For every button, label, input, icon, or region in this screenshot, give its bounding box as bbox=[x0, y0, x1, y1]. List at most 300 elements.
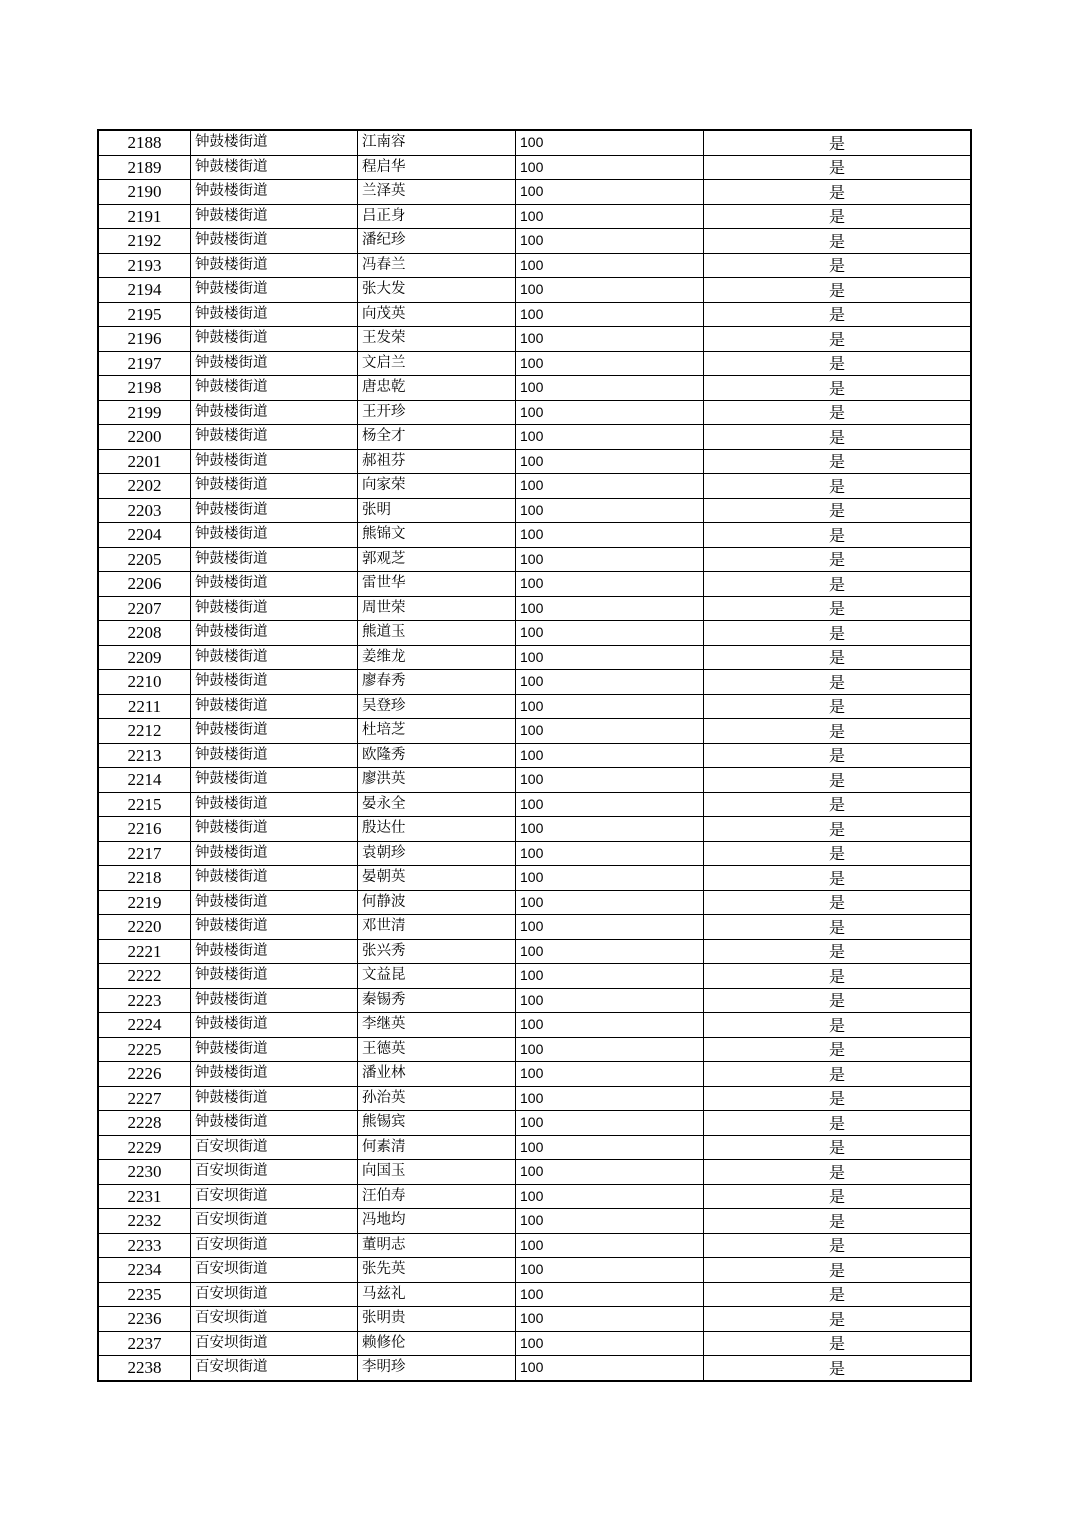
name-cell: 文益昆 bbox=[358, 964, 516, 989]
name-cell: 王德英 bbox=[358, 1037, 516, 1062]
table-row bbox=[98, 1037, 971, 1062]
table-row bbox=[98, 1062, 971, 1087]
flag-cell: 是 bbox=[704, 1282, 972, 1307]
name-cell: 廖洪英 bbox=[358, 768, 516, 793]
row-number-cell: 2191 bbox=[98, 204, 191, 229]
street-cell: 钟鼓楼街道 bbox=[191, 498, 358, 523]
amount-cell: 100 bbox=[516, 1258, 704, 1283]
flag-cell: 是 bbox=[704, 1135, 972, 1160]
street-cell: 钟鼓楼街道 bbox=[191, 474, 358, 499]
table-row bbox=[98, 572, 971, 597]
amount-cell: 100 bbox=[516, 253, 704, 278]
row-number-cell: 2201 bbox=[98, 449, 191, 474]
street-cell: 钟鼓楼街道 bbox=[191, 817, 358, 842]
table-row bbox=[98, 155, 971, 180]
table-row bbox=[98, 1258, 971, 1283]
name-cell: 吴登珍 bbox=[358, 694, 516, 719]
flag-cell: 是 bbox=[704, 1111, 972, 1136]
table-row bbox=[98, 302, 971, 327]
amount-cell: 100 bbox=[516, 1086, 704, 1111]
flag-cell: 是 bbox=[704, 1258, 972, 1283]
name-cell: 殷达仕 bbox=[358, 817, 516, 842]
row-number-cell: 2198 bbox=[98, 376, 191, 401]
street-cell: 钟鼓楼街道 bbox=[191, 1062, 358, 1087]
flag-cell: 是 bbox=[704, 204, 972, 229]
table-row bbox=[98, 253, 971, 278]
flag-cell: 是 bbox=[704, 425, 972, 450]
name-cell: 晏朝英 bbox=[358, 866, 516, 891]
row-number-cell: 2209 bbox=[98, 645, 191, 670]
flag-cell: 是 bbox=[704, 498, 972, 523]
flag-cell: 是 bbox=[704, 1356, 972, 1381]
row-number-cell: 2199 bbox=[98, 400, 191, 425]
row-number-cell: 2237 bbox=[98, 1331, 191, 1356]
table-row bbox=[98, 915, 971, 940]
table-row bbox=[98, 866, 971, 891]
amount-cell: 100 bbox=[516, 1135, 704, 1160]
street-cell: 钟鼓楼街道 bbox=[191, 890, 358, 915]
amount-cell: 100 bbox=[516, 327, 704, 352]
amount-cell: 100 bbox=[516, 376, 704, 401]
flag-cell: 是 bbox=[704, 939, 972, 964]
table-row bbox=[98, 278, 971, 303]
table-row bbox=[98, 1086, 971, 1111]
amount-cell: 100 bbox=[516, 1160, 704, 1185]
name-cell: 张大发 bbox=[358, 278, 516, 303]
name-cell: 张兴秀 bbox=[358, 939, 516, 964]
street-cell: 百安坝街道 bbox=[191, 1233, 358, 1258]
flag-cell: 是 bbox=[704, 621, 972, 646]
street-cell: 钟鼓楼街道 bbox=[191, 768, 358, 793]
name-cell: 杨全才 bbox=[358, 425, 516, 450]
flag-cell: 是 bbox=[704, 792, 972, 817]
street-cell: 钟鼓楼街道 bbox=[191, 155, 358, 180]
row-number-cell: 2202 bbox=[98, 474, 191, 499]
row-number-cell: 2223 bbox=[98, 988, 191, 1013]
name-cell: 郭观芝 bbox=[358, 547, 516, 572]
flag-cell: 是 bbox=[704, 1037, 972, 1062]
street-cell: 钟鼓楼街道 bbox=[191, 866, 358, 891]
table-row bbox=[98, 400, 971, 425]
flag-cell: 是 bbox=[704, 302, 972, 327]
street-cell: 百安坝街道 bbox=[191, 1282, 358, 1307]
amount-cell: 100 bbox=[516, 204, 704, 229]
row-number-cell: 2234 bbox=[98, 1258, 191, 1283]
flag-cell: 是 bbox=[704, 964, 972, 989]
table-row bbox=[98, 1209, 971, 1234]
table-row bbox=[98, 351, 971, 376]
flag-cell: 是 bbox=[704, 376, 972, 401]
name-cell: 熊锦文 bbox=[358, 523, 516, 548]
street-cell: 钟鼓楼街道 bbox=[191, 743, 358, 768]
flag-cell: 是 bbox=[704, 719, 972, 744]
amount-cell: 100 bbox=[516, 400, 704, 425]
table-row bbox=[98, 1331, 971, 1356]
name-cell: 张先英 bbox=[358, 1258, 516, 1283]
name-cell: 程启华 bbox=[358, 155, 516, 180]
amount-cell: 100 bbox=[516, 351, 704, 376]
flag-cell: 是 bbox=[704, 327, 972, 352]
row-number-cell: 2214 bbox=[98, 768, 191, 793]
flag-cell: 是 bbox=[704, 1209, 972, 1234]
street-cell: 钟鼓楼街道 bbox=[191, 964, 358, 989]
name-cell: 何素清 bbox=[358, 1135, 516, 1160]
name-cell: 冯地均 bbox=[358, 1209, 516, 1234]
flag-cell: 是 bbox=[704, 768, 972, 793]
flag-cell: 是 bbox=[704, 1013, 972, 1038]
amount-cell: 100 bbox=[516, 890, 704, 915]
row-number-cell: 2221 bbox=[98, 939, 191, 964]
name-cell: 董明志 bbox=[358, 1233, 516, 1258]
flag-cell: 是 bbox=[704, 547, 972, 572]
street-cell: 钟鼓楼街道 bbox=[191, 792, 358, 817]
table-row bbox=[98, 376, 971, 401]
amount-cell: 100 bbox=[516, 547, 704, 572]
street-cell: 钟鼓楼街道 bbox=[191, 229, 358, 254]
table-row bbox=[98, 890, 971, 915]
amount-cell: 100 bbox=[516, 155, 704, 180]
table-body bbox=[98, 130, 971, 1381]
street-cell: 钟鼓楼街道 bbox=[191, 425, 358, 450]
flag-cell: 是 bbox=[704, 1307, 972, 1332]
row-number-cell: 2220 bbox=[98, 915, 191, 940]
flag-cell: 是 bbox=[704, 841, 972, 866]
street-cell: 钟鼓楼街道 bbox=[191, 915, 358, 940]
amount-cell: 100 bbox=[516, 1037, 704, 1062]
amount-cell: 100 bbox=[516, 719, 704, 744]
flag-cell: 是 bbox=[704, 988, 972, 1013]
name-cell: 张明 bbox=[358, 498, 516, 523]
table-row bbox=[98, 130, 971, 155]
name-cell: 向家荣 bbox=[358, 474, 516, 499]
flag-cell: 是 bbox=[704, 866, 972, 891]
flag-cell: 是 bbox=[704, 253, 972, 278]
table-row bbox=[98, 1184, 971, 1209]
name-cell: 兰泽英 bbox=[358, 180, 516, 205]
flag-cell: 是 bbox=[704, 229, 972, 254]
table-row bbox=[98, 768, 971, 793]
flag-cell: 是 bbox=[704, 670, 972, 695]
row-number-cell: 2222 bbox=[98, 964, 191, 989]
flag-cell: 是 bbox=[704, 351, 972, 376]
street-cell: 钟鼓楼街道 bbox=[191, 1111, 358, 1136]
name-cell: 潘业林 bbox=[358, 1062, 516, 1087]
table-row bbox=[98, 1233, 971, 1258]
name-cell: 唐忠乾 bbox=[358, 376, 516, 401]
row-number-cell: 2204 bbox=[98, 523, 191, 548]
row-number-cell: 2197 bbox=[98, 351, 191, 376]
street-cell: 百安坝街道 bbox=[191, 1184, 358, 1209]
row-number-cell: 2218 bbox=[98, 866, 191, 891]
street-cell: 钟鼓楼街道 bbox=[191, 204, 358, 229]
name-cell: 李继英 bbox=[358, 1013, 516, 1038]
amount-cell: 100 bbox=[516, 1013, 704, 1038]
name-cell: 雷世华 bbox=[358, 572, 516, 597]
name-cell: 杜培芝 bbox=[358, 719, 516, 744]
row-number-cell: 2230 bbox=[98, 1160, 191, 1185]
row-number-cell: 2215 bbox=[98, 792, 191, 817]
row-number-cell: 2233 bbox=[98, 1233, 191, 1258]
row-number-cell: 2225 bbox=[98, 1037, 191, 1062]
flag-cell: 是 bbox=[704, 817, 972, 842]
street-cell: 钟鼓楼街道 bbox=[191, 1086, 358, 1111]
row-number-cell: 2232 bbox=[98, 1209, 191, 1234]
row-number-cell: 2190 bbox=[98, 180, 191, 205]
street-cell: 钟鼓楼街道 bbox=[191, 645, 358, 670]
name-cell: 马兹礼 bbox=[358, 1282, 516, 1307]
row-number-cell: 2231 bbox=[98, 1184, 191, 1209]
flag-cell: 是 bbox=[704, 400, 972, 425]
street-cell: 钟鼓楼街道 bbox=[191, 130, 358, 155]
amount-cell: 100 bbox=[516, 498, 704, 523]
amount-cell: 100 bbox=[516, 841, 704, 866]
row-number-cell: 2224 bbox=[98, 1013, 191, 1038]
amount-cell: 100 bbox=[516, 596, 704, 621]
amount-cell: 100 bbox=[516, 939, 704, 964]
amount-cell: 100 bbox=[516, 449, 704, 474]
name-cell: 王开珍 bbox=[358, 400, 516, 425]
flag-cell: 是 bbox=[704, 1184, 972, 1209]
amount-cell: 100 bbox=[516, 768, 704, 793]
row-number-cell: 2194 bbox=[98, 278, 191, 303]
amount-cell: 100 bbox=[516, 572, 704, 597]
row-number-cell: 2213 bbox=[98, 743, 191, 768]
row-number-cell: 2196 bbox=[98, 327, 191, 352]
flag-cell: 是 bbox=[704, 645, 972, 670]
flag-cell: 是 bbox=[704, 1233, 972, 1258]
amount-cell: 100 bbox=[516, 1233, 704, 1258]
name-cell: 秦锡秀 bbox=[358, 988, 516, 1013]
name-cell: 袁朝珍 bbox=[358, 841, 516, 866]
row-number-cell: 2227 bbox=[98, 1086, 191, 1111]
row-number-cell: 2206 bbox=[98, 572, 191, 597]
street-cell: 钟鼓楼街道 bbox=[191, 1013, 358, 1038]
flag-cell: 是 bbox=[704, 596, 972, 621]
table-row bbox=[98, 1282, 971, 1307]
amount-cell: 100 bbox=[516, 1184, 704, 1209]
table-row bbox=[98, 964, 971, 989]
name-cell: 欧隆秀 bbox=[358, 743, 516, 768]
street-cell: 钟鼓楼街道 bbox=[191, 1037, 358, 1062]
amount-cell: 100 bbox=[516, 645, 704, 670]
street-cell: 钟鼓楼街道 bbox=[191, 621, 358, 646]
street-cell: 钟鼓楼街道 bbox=[191, 351, 358, 376]
table-row bbox=[98, 743, 971, 768]
data-table bbox=[97, 129, 972, 1382]
flag-cell: 是 bbox=[704, 449, 972, 474]
name-cell: 晏永全 bbox=[358, 792, 516, 817]
table-row bbox=[98, 474, 971, 499]
table-row bbox=[98, 694, 971, 719]
street-cell: 钟鼓楼街道 bbox=[191, 988, 358, 1013]
street-cell: 钟鼓楼街道 bbox=[191, 939, 358, 964]
flag-cell: 是 bbox=[704, 1331, 972, 1356]
flag-cell: 是 bbox=[704, 130, 972, 155]
name-cell: 周世荣 bbox=[358, 596, 516, 621]
amount-cell: 100 bbox=[516, 425, 704, 450]
amount-cell: 100 bbox=[516, 792, 704, 817]
name-cell: 吕正身 bbox=[358, 204, 516, 229]
street-cell: 钟鼓楼街道 bbox=[191, 302, 358, 327]
amount-cell: 100 bbox=[516, 621, 704, 646]
amount-cell: 100 bbox=[516, 474, 704, 499]
name-cell: 廖春秀 bbox=[358, 670, 516, 695]
street-cell: 钟鼓楼街道 bbox=[191, 327, 358, 352]
table-row bbox=[98, 719, 971, 744]
street-cell: 百安坝街道 bbox=[191, 1135, 358, 1160]
street-cell: 钟鼓楼街道 bbox=[191, 670, 358, 695]
row-number-cell: 2236 bbox=[98, 1307, 191, 1332]
name-cell: 文启兰 bbox=[358, 351, 516, 376]
street-cell: 钟鼓楼街道 bbox=[191, 719, 358, 744]
street-cell: 百安坝街道 bbox=[191, 1209, 358, 1234]
name-cell: 姜维龙 bbox=[358, 645, 516, 670]
name-cell: 冯春兰 bbox=[358, 253, 516, 278]
street-cell: 钟鼓楼街道 bbox=[191, 547, 358, 572]
row-number-cell: 2219 bbox=[98, 890, 191, 915]
street-cell: 钟鼓楼街道 bbox=[191, 841, 358, 866]
flag-cell: 是 bbox=[704, 180, 972, 205]
name-cell: 张明贵 bbox=[358, 1307, 516, 1332]
row-number-cell: 2228 bbox=[98, 1111, 191, 1136]
street-cell: 百安坝街道 bbox=[191, 1160, 358, 1185]
row-number-cell: 2226 bbox=[98, 1062, 191, 1087]
row-number-cell: 2208 bbox=[98, 621, 191, 646]
amount-cell: 100 bbox=[516, 1062, 704, 1087]
name-cell: 赖修伦 bbox=[358, 1331, 516, 1356]
flag-cell: 是 bbox=[704, 694, 972, 719]
amount-cell: 100 bbox=[516, 278, 704, 303]
row-number-cell: 2212 bbox=[98, 719, 191, 744]
amount-cell: 100 bbox=[516, 180, 704, 205]
flag-cell: 是 bbox=[704, 474, 972, 499]
amount-cell: 100 bbox=[516, 1307, 704, 1332]
table-row bbox=[98, 645, 971, 670]
amount-cell: 100 bbox=[516, 1356, 704, 1381]
row-number-cell: 2216 bbox=[98, 817, 191, 842]
row-number-cell: 2188 bbox=[98, 130, 191, 155]
flag-cell: 是 bbox=[704, 278, 972, 303]
street-cell: 钟鼓楼街道 bbox=[191, 694, 358, 719]
amount-cell: 100 bbox=[516, 817, 704, 842]
street-cell: 百安坝街道 bbox=[191, 1258, 358, 1283]
amount-cell: 100 bbox=[516, 229, 704, 254]
street-cell: 钟鼓楼街道 bbox=[191, 400, 358, 425]
amount-cell: 100 bbox=[516, 964, 704, 989]
table-row bbox=[98, 939, 971, 964]
table-row bbox=[98, 523, 971, 548]
table-row bbox=[98, 229, 971, 254]
amount-cell: 100 bbox=[516, 1209, 704, 1234]
table-row bbox=[98, 204, 971, 229]
row-number-cell: 2195 bbox=[98, 302, 191, 327]
street-cell: 钟鼓楼街道 bbox=[191, 449, 358, 474]
street-cell: 钟鼓楼街道 bbox=[191, 596, 358, 621]
amount-cell: 100 bbox=[516, 130, 704, 155]
table-row bbox=[98, 180, 971, 205]
table-row bbox=[98, 670, 971, 695]
flag-cell: 是 bbox=[704, 155, 972, 180]
row-number-cell: 2217 bbox=[98, 841, 191, 866]
table-row bbox=[98, 792, 971, 817]
name-cell: 邓世清 bbox=[358, 915, 516, 940]
street-cell: 钟鼓楼街道 bbox=[191, 376, 358, 401]
amount-cell: 100 bbox=[516, 988, 704, 1013]
street-cell: 钟鼓楼街道 bbox=[191, 180, 358, 205]
row-number-cell: 2189 bbox=[98, 155, 191, 180]
flag-cell: 是 bbox=[704, 890, 972, 915]
table-row bbox=[98, 1013, 971, 1038]
table-row bbox=[98, 425, 971, 450]
street-cell: 百安坝街道 bbox=[191, 1307, 358, 1332]
row-number-cell: 2229 bbox=[98, 1135, 191, 1160]
street-cell: 百安坝街道 bbox=[191, 1356, 358, 1381]
row-number-cell: 2210 bbox=[98, 670, 191, 695]
amount-cell: 100 bbox=[516, 1282, 704, 1307]
table-row bbox=[98, 449, 971, 474]
amount-cell: 100 bbox=[516, 670, 704, 695]
name-cell: 江南容 bbox=[358, 130, 516, 155]
table-row bbox=[98, 1307, 971, 1332]
row-number-cell: 2203 bbox=[98, 498, 191, 523]
row-number-cell: 2192 bbox=[98, 229, 191, 254]
table-row bbox=[98, 1160, 971, 1185]
table-row bbox=[98, 498, 971, 523]
table-row bbox=[98, 841, 971, 866]
flag-cell: 是 bbox=[704, 743, 972, 768]
table-row bbox=[98, 596, 971, 621]
name-cell: 李明珍 bbox=[358, 1356, 516, 1381]
amount-cell: 100 bbox=[516, 866, 704, 891]
street-cell: 钟鼓楼街道 bbox=[191, 278, 358, 303]
name-cell: 潘纪珍 bbox=[358, 229, 516, 254]
name-cell: 向茂英 bbox=[358, 302, 516, 327]
row-number-cell: 2211 bbox=[98, 694, 191, 719]
name-cell: 何静波 bbox=[358, 890, 516, 915]
row-number-cell: 2207 bbox=[98, 596, 191, 621]
amount-cell: 100 bbox=[516, 1111, 704, 1136]
flag-cell: 是 bbox=[704, 1062, 972, 1087]
flag-cell: 是 bbox=[704, 1160, 972, 1185]
name-cell: 王发荣 bbox=[358, 327, 516, 352]
street-cell: 钟鼓楼街道 bbox=[191, 523, 358, 548]
street-cell: 钟鼓楼街道 bbox=[191, 572, 358, 597]
flag-cell: 是 bbox=[704, 915, 972, 940]
name-cell: 郝祖芬 bbox=[358, 449, 516, 474]
table-row bbox=[98, 327, 971, 352]
name-cell: 向国玉 bbox=[358, 1160, 516, 1185]
row-number-cell: 2205 bbox=[98, 547, 191, 572]
table-row bbox=[98, 988, 971, 1013]
amount-cell: 100 bbox=[516, 915, 704, 940]
amount-cell: 100 bbox=[516, 694, 704, 719]
table-row bbox=[98, 1135, 971, 1160]
name-cell: 熊道玉 bbox=[358, 621, 516, 646]
street-cell: 钟鼓楼街道 bbox=[191, 253, 358, 278]
street-cell: 百安坝街道 bbox=[191, 1331, 358, 1356]
name-cell: 汪伯寿 bbox=[358, 1184, 516, 1209]
row-number-cell: 2235 bbox=[98, 1282, 191, 1307]
table-row bbox=[98, 1356, 971, 1381]
row-number-cell: 2238 bbox=[98, 1356, 191, 1381]
table-row bbox=[98, 621, 971, 646]
row-number-cell: 2200 bbox=[98, 425, 191, 450]
table-row bbox=[98, 817, 971, 842]
amount-cell: 100 bbox=[516, 302, 704, 327]
table-row bbox=[98, 1111, 971, 1136]
flag-cell: 是 bbox=[704, 572, 972, 597]
amount-cell: 100 bbox=[516, 1331, 704, 1356]
